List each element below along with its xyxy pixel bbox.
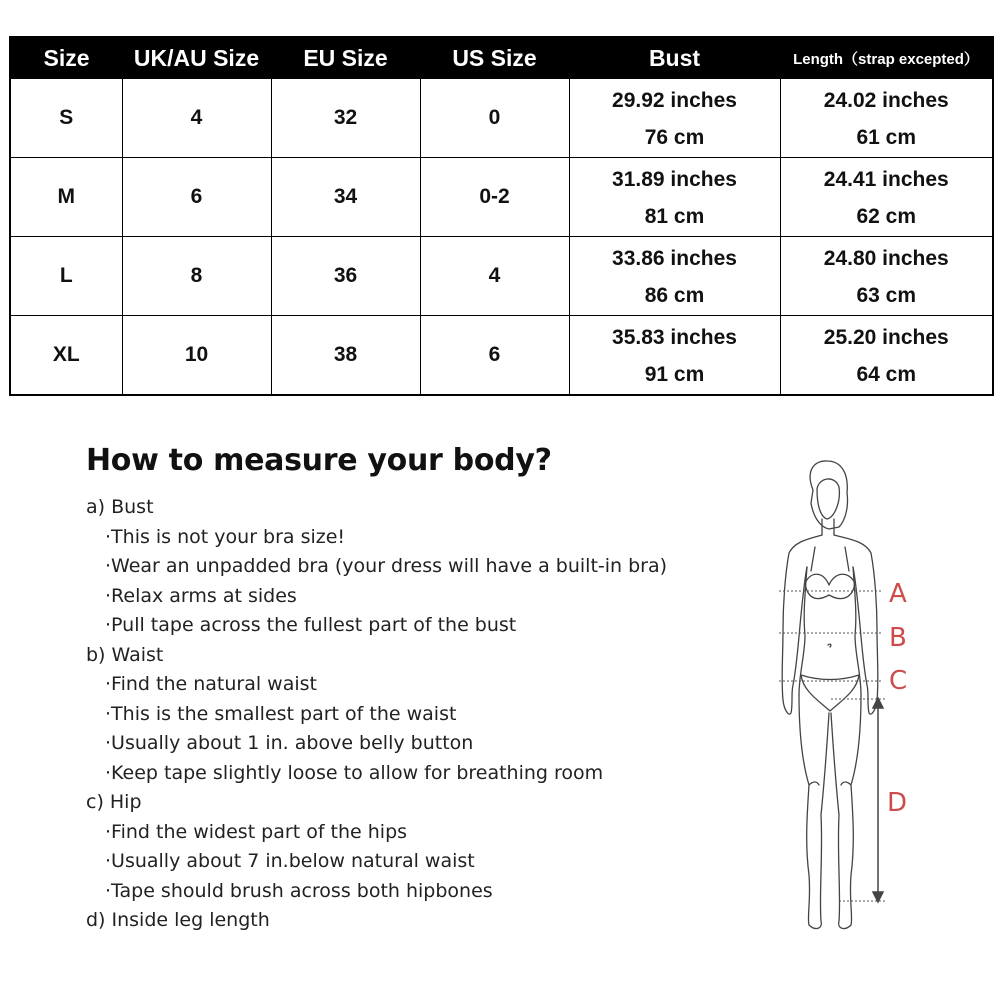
bust-inches: 35.83 inches (612, 326, 737, 349)
size-cell: L (10, 237, 122, 316)
briefs (801, 675, 859, 711)
instruction-line: ·Tape should brush across both hipbones (105, 879, 493, 902)
table-row (10, 237, 993, 316)
length-inches: 25.20 inches (823, 326, 949, 349)
table-row (10, 316, 993, 396)
section-inside-leg: d) Inside leg length (86, 909, 270, 931)
instruction-line: ·Wear an unpadded bra (your dress will have a built-in bra) (105, 555, 668, 577)
bust-cm: 86 cm (644, 284, 705, 307)
uk-au-cell: 10 (122, 316, 271, 396)
instruction-line: ·Find the natural waist (105, 673, 317, 695)
length-cm: 61 cm (856, 126, 917, 149)
label-a: A (889, 579, 907, 609)
instruction-line: ·Find the widest part of the hips (105, 820, 408, 843)
bust-cell (569, 316, 780, 396)
length-cell (780, 158, 993, 237)
bust-cm: 76 cm (644, 126, 705, 149)
table-header-row (10, 37, 993, 79)
length-cm: 64 cm (856, 363, 917, 386)
size-cell: S (10, 79, 122, 158)
label-b: B (889, 623, 907, 653)
uk-au-cell: 4 (122, 79, 271, 158)
section-bust: a) Bust (86, 496, 154, 518)
face-outline (817, 479, 839, 519)
bust-cell (569, 158, 780, 237)
size-cell: M (10, 158, 122, 237)
arrow-head-down (873, 892, 883, 902)
length-inches: 24.02 inches (823, 89, 949, 112)
header-bust: Bust (569, 37, 780, 79)
size-chart-table (9, 36, 994, 396)
instruction-line: ·This is not your bra size! (105, 525, 346, 548)
left-arm (782, 535, 822, 714)
instruction-line: ·Usually about 7 in.below natural waist (105, 850, 475, 872)
measure-title: How to measure your body? (86, 443, 552, 478)
length-cm: 62 cm (856, 205, 917, 228)
header-us-size: US Size (420, 37, 569, 79)
header-length: Length（strap excepted） (780, 37, 993, 79)
us-cell: 4 (420, 237, 569, 316)
length-cell (780, 79, 993, 158)
uk-au-cell: 8 (122, 237, 271, 316)
eu-cell: 38 (271, 316, 420, 396)
instruction-line: ·This is the smallest part of the waist (105, 702, 457, 725)
table-row (10, 158, 993, 237)
length-cell (780, 237, 993, 316)
instruction-line: ·Relax arms at sides (105, 584, 297, 607)
length-cell (780, 316, 993, 396)
bust-cell (569, 79, 780, 158)
instruction-line: ·Usually about 1 in. above belly button (105, 732, 474, 754)
us-cell: 6 (420, 316, 569, 396)
instruction-line: ·Pull tape across the fullest part of the bust (105, 614, 517, 636)
header-uk-au-size: UK/AU Size (122, 37, 271, 79)
bust-inches: 33.86 inches (612, 247, 737, 270)
bra (805, 574, 855, 598)
bust-cm: 81 cm (644, 205, 705, 228)
bust-inches: 31.89 inches (612, 168, 737, 191)
us-cell: 0 (420, 79, 569, 158)
eu-cell: 34 (271, 158, 420, 237)
bust-cm: 91 cm (644, 363, 705, 386)
uk-au-cell: 6 (122, 158, 271, 237)
header-eu-size: EU Size (271, 37, 420, 79)
measure-instructions (86, 493, 746, 936)
label-c: C (889, 666, 908, 696)
header-size: Size (10, 37, 122, 79)
section-waist: b) Waist (86, 643, 164, 666)
section-hip: c) Hip (86, 791, 142, 813)
length-cm: 63 cm (856, 284, 917, 307)
right-leg (831, 695, 861, 928)
bust-cell (569, 237, 780, 316)
size-cell: XL (10, 316, 122, 396)
length-inches: 24.80 inches (823, 247, 949, 270)
left-leg (799, 695, 829, 928)
us-cell: 0-2 (420, 158, 569, 237)
eu-cell: 32 (271, 79, 420, 158)
arrow-head-up (873, 698, 883, 708)
instruction-line: ·Keep tape slightly loose to allow for breathing room (105, 761, 604, 784)
eu-cell: 36 (271, 237, 420, 316)
bust-inches: 29.92 inches (612, 89, 737, 112)
body-measurement-figure (765, 455, 925, 945)
length-inches: 24.41 inches (823, 168, 949, 191)
label-d: D (887, 788, 908, 818)
table-row (10, 79, 993, 158)
